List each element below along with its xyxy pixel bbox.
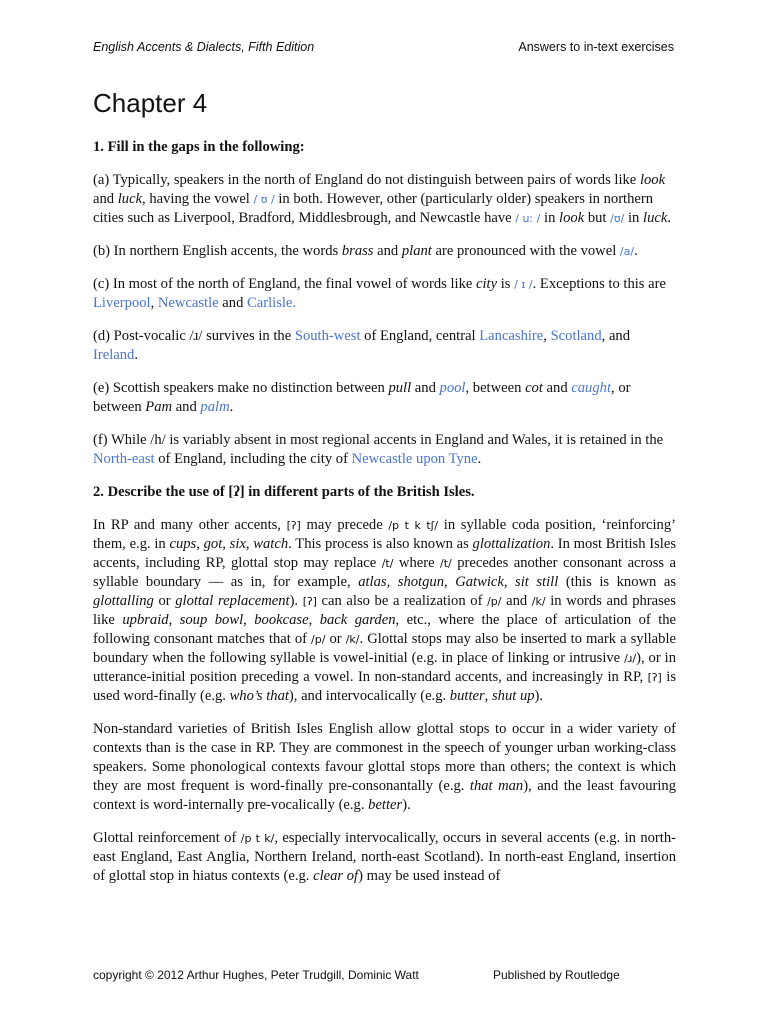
answer-1a: (a) Typically, speakers in the north of England do not distinguish between pairs of words like look and luck, having the vowel / ʊ / in both. However, other (particularly older) speakers in northern cities such as Liverpool, Bradford, Middlesbrough, and Newcastle have / uː / in look but /ʊ/ in luck.	[93, 172, 671, 226]
chapter-title: Chapter 4	[93, 88, 208, 118]
answer-fill: /ʊ/	[610, 212, 625, 225]
question-1-heading: 1. Fill in the gaps in the following:	[93, 139, 305, 155]
page-footer	[93, 968, 676, 982]
answer-1d: (d) Post-vocalic /ɹ/ survives in the South-west of England, central Lancashire, Scotland, and Ireland.	[93, 328, 631, 363]
publisher: Published by Routledge	[493, 968, 620, 982]
page-content	[93, 138, 676, 900]
answer-fill: Ireland	[93, 347, 135, 363]
answer-fill: Scotland	[550, 328, 602, 344]
answer-1f: (f) While /h/ is variably absent in most regional accents in England and Wales, it is retained in the North-east of England, including the city of Newcastle upon Tyne.	[93, 432, 664, 467]
answer-fill: Lancashire	[479, 328, 544, 344]
answer-fill: palm	[200, 399, 230, 415]
answer-1e: (e) Scottish speakers make no distinction between pull and pool, between cot and caught, or between Pam and palm.	[93, 380, 631, 415]
answer-fill: caught	[571, 380, 612, 396]
answer-fill: /a/	[619, 245, 635, 258]
answer-fill: / ɪ /	[514, 278, 533, 291]
answer-fill: South-west	[294, 328, 361, 344]
answer-2-paragraph-3: Glottal reinforcement of /p t k/, especially intervocalically, occurs in several accents (e.g. in north-east England, East Anglia, Northern Ireland, north-east Scotland). In north-east England, insertion of glottal stop in hiatus contexts (e.g. clear of) may be used instead of	[93, 830, 676, 884]
answer-fill: Carlisle.	[247, 295, 297, 311]
question-2-heading: 2. Describe the use of [ʔ] in different parts of the British Isles.	[93, 484, 475, 500]
answer-fill: North-east	[93, 451, 155, 467]
section-title: Answers to in-text exercises	[518, 40, 674, 54]
book-title: English Accents & Dialects, Fifth Edition	[93, 40, 315, 54]
answer-fill: / uː /	[515, 212, 541, 225]
answer-1c: (c) In most of the north of England, the final vowel of words like city is / ɪ /. Exceptions to this are Liverpool, Newcastle and Carlisle.	[93, 276, 666, 311]
answer-2-paragraph-2: Non-standard varieties of British Isles English allow glottal stops to occur in a wider variety of contexts than is the case in RP. They are commonest in the speech of younger urban working-class speakers. Some phonological contexts favour glottal stops more than others; the context is which they are most frequent is word-finally pre-consonantally (e.g. that man), and the least favouring context is word-internally pre-vocalically (e.g. better).	[93, 721, 677, 813]
answer-fill: pool	[439, 380, 466, 396]
answer-1b: (b) In northern English accents, the words brass and plant are pronounced with the vowel /a/.	[93, 243, 638, 259]
answer-fill: Newcastle	[157, 295, 219, 311]
answer-fill: Liverpool	[93, 295, 151, 311]
copyright: copyright © 2012 Arthur Hughes, Peter Trudgill, Dominic Watt	[93, 968, 419, 982]
answer-2-paragraph-1: In RP and many other accents, [ʔ] may precede /p t k tʃ/ in syllable coda position, ‘reinforcing’ them, e.g. in cups, got, six, watch. This process is also known as glottalization. In most British Isles accents, including RP, glottal stop may replace /t/ where /t/ precedes another consonant across a syllable boundary — as in, for example, atlas, shotgun, Gatwick, sit still (this is known as glottalling or glottal replacement). [ʔ] can also be a realization of /p/ and /k/ in words and phrases like upbraid, soup bowl, bookcase, back garden, etc., where the place of articulation of the following consonant matches that of /p/ or /k/. Glottal stops may also be inserted to mark a syllable boundary when the following syllable is vowel-initial (e.g. in place of linking or intrusive /ɹ/), or in utterance-initial position preceding a vowel. In non-standard accents, and increasingly in RP, [ʔ] is used word-finally (e.g. who’s that), and intervocalically (e.g. butter, shut up).	[93, 517, 677, 704]
answer-fill: / ʊ /	[253, 193, 275, 206]
page-header	[93, 40, 674, 54]
answer-fill: Newcastle upon Tyne	[351, 451, 478, 467]
